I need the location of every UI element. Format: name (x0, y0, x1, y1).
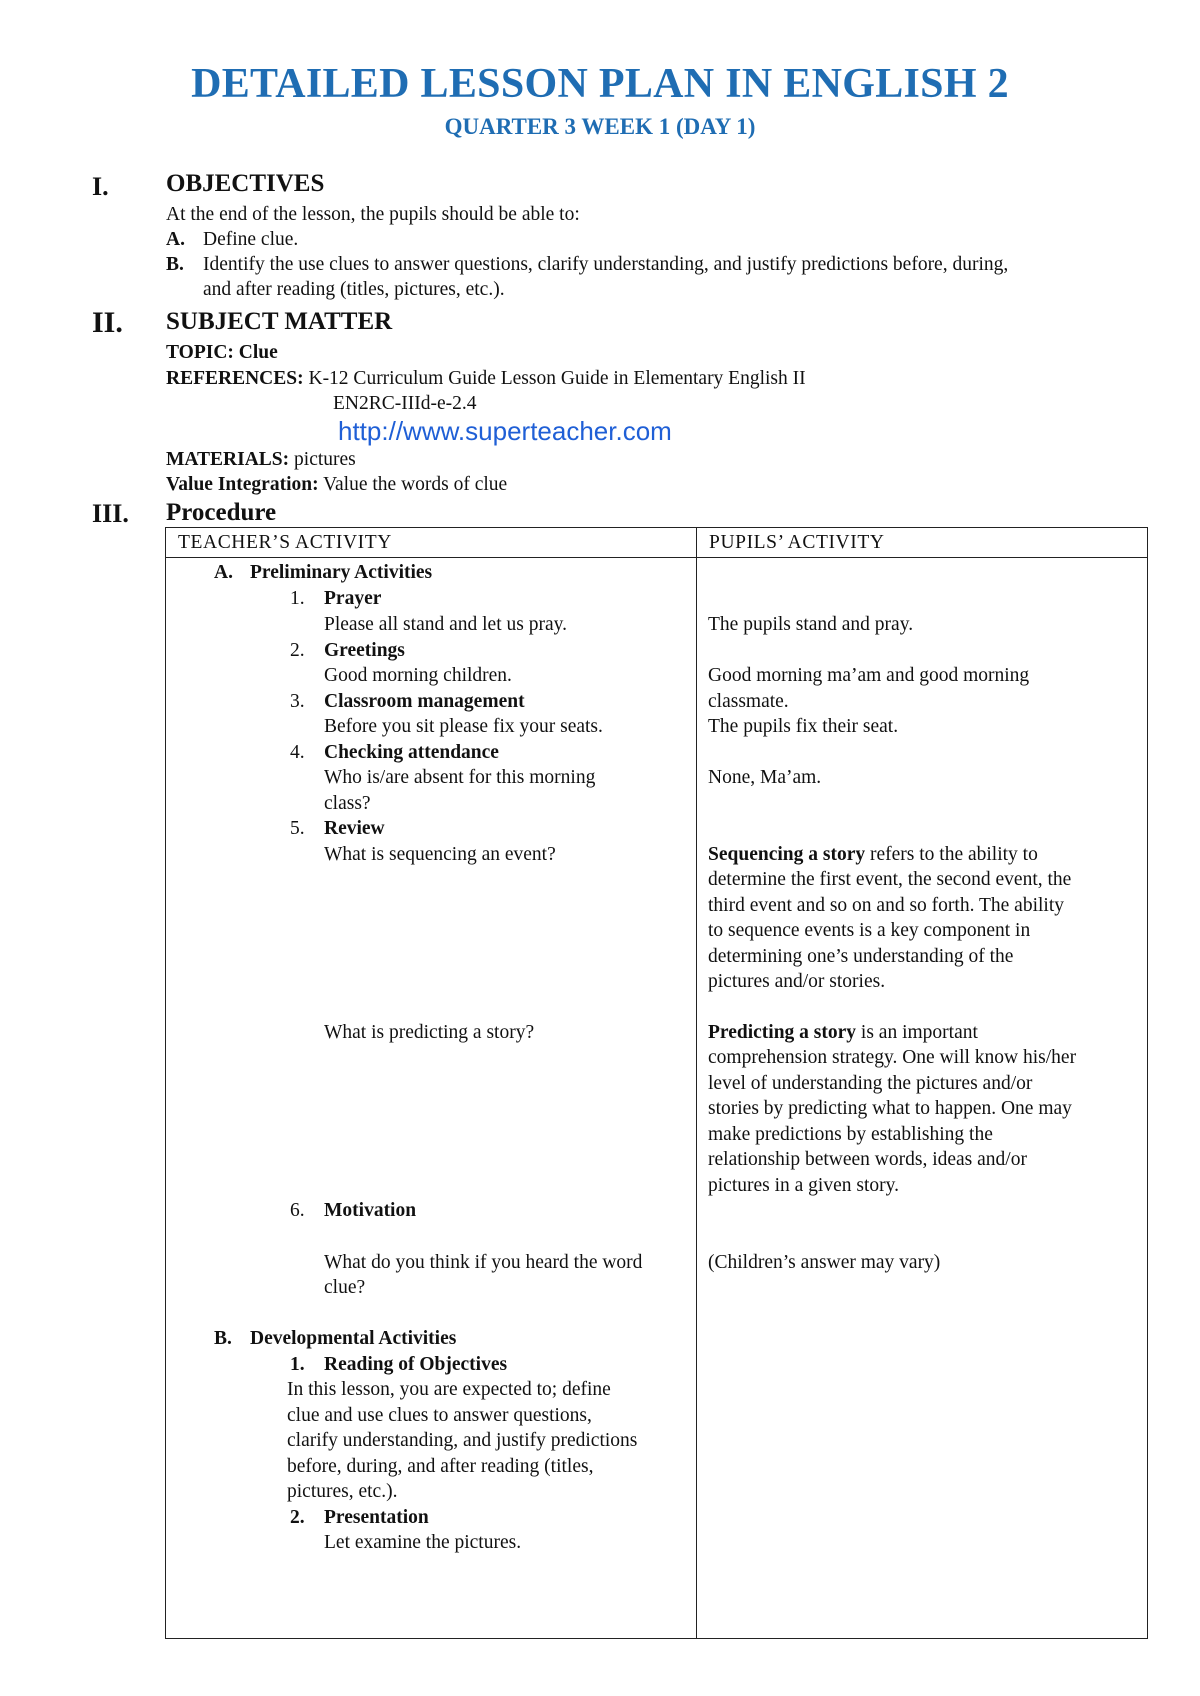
topic-value: Clue (238, 342, 278, 363)
sequencing-text-line: third event and so on and so forth. The ability (708, 895, 1064, 916)
materials-value: pictures (294, 449, 356, 470)
materials-label: MATERIALS: (166, 449, 290, 470)
references-code: EN2RC-IIId-e-2.4 (333, 393, 477, 414)
predicting-text-line: make predictions by establishing the (708, 1124, 993, 1145)
value-integration-label: Value Integration: (166, 474, 319, 495)
pupils-response-greeting: Good morning ma’am and good morning (708, 665, 1030, 686)
predicting-term: Predicting a story (708, 1022, 857, 1043)
dev-title-reading-objectives: Reading of Objectives (324, 1354, 508, 1375)
predicting-text-line: level of understanding the pictures and/or (708, 1073, 1033, 1094)
pupils-activity-header: PUPILS’ ACTIVITY (697, 528, 1148, 558)
sequencing-text-line: pictures and/or stories. (708, 971, 886, 992)
references-label: REFERENCES: (166, 368, 304, 389)
step-text-greetings: Good morning children. (324, 665, 512, 686)
step-text-prayer: Please all stand and let us pray. (324, 614, 567, 635)
step-number: 3. (290, 691, 305, 712)
materials-line (166, 447, 356, 472)
document-title: DETAILED LESSON PLAN IN ENGLISH 2 (191, 61, 1009, 107)
objective-letter-a: A. (166, 229, 185, 250)
dev-text-line: clue and use clues to answer questions, (287, 1405, 592, 1426)
table-body-row (166, 558, 1148, 1639)
dev-title-presentation: Presentation (324, 1507, 429, 1528)
step-number: 1. (290, 588, 305, 609)
sequencing-text-line: to sequence events is a key component in (708, 920, 1031, 941)
section-b-title: Developmental Activities (250, 1328, 457, 1349)
sequencing-text-line: determining one’s understanding of the (708, 946, 1014, 967)
predicting-text-line: relationship between words, ideas and/or (708, 1149, 1027, 1170)
step-text-motivation-cont: clue? (324, 1277, 366, 1298)
step-text-attendance-cont: class? (324, 793, 371, 814)
dev-step-number: 2. (290, 1507, 305, 1528)
section-numeral-objectives: I. (92, 172, 109, 201)
sequencing-term: Sequencing a story (708, 844, 866, 865)
section-heading-objectives: OBJECTIVES (166, 170, 325, 197)
step-title-greetings: Greetings (324, 640, 405, 661)
section-b-letter: B. (214, 1328, 232, 1349)
value-integration-value: Value the words of clue (323, 474, 508, 495)
step-number: 2. (290, 640, 305, 661)
step-title-motivation: Motivation (324, 1200, 417, 1221)
objectives-intro: At the end of the lesson, the pupils should be able to: (166, 204, 580, 225)
pupils-response-greeting-cont: classmate. (708, 691, 789, 712)
pupils-response-seat: The pupils fix their seat. (708, 716, 899, 737)
step-title-prayer: Prayer (324, 588, 382, 609)
section-heading-procedure: Procedure (166, 499, 277, 526)
pupils-answer-predicting (708, 1020, 978, 1045)
step-title-classroom: Classroom management (324, 691, 525, 712)
step-text-attendance: Who is/are absent for this morning (324, 767, 596, 788)
references-line (166, 366, 806, 391)
dev-text-line: clarify understanding, and justify predictions (287, 1430, 638, 1451)
step-number: 4. (290, 742, 305, 763)
section-numeral-procedure: III. (92, 499, 129, 528)
pupils-answer-sequencing (708, 842, 1038, 867)
step-text-classroom: Before you sit please fix your seats. (324, 716, 603, 737)
step-text-motivation: What do you think if you heard the word (324, 1252, 643, 1273)
dev-step-number: 1. (290, 1354, 305, 1375)
predicting-text-line: stories by predicting what to happen. One may (708, 1098, 1072, 1119)
objective-letter-b: B. (166, 254, 184, 275)
predicting-text-line: comprehension strategy. One will know his/her (708, 1047, 1077, 1068)
topic-label: TOPIC: (166, 342, 234, 363)
teacher-activity-cell (166, 558, 697, 1639)
teacher-activity-header: TEACHER’S ACTIVITY (166, 528, 697, 558)
dev-text-line: before, during, and after reading (titles, (287, 1456, 594, 1477)
predicting-text-line: pictures in a given story. (708, 1175, 899, 1196)
step-number: 5. (290, 818, 305, 839)
document-subtitle: QUARTER 3 WEEK 1 (DAY 1) (444, 114, 756, 139)
objective-b-text-cont: and after reading (titles, pictures, etc.). (203, 279, 505, 300)
section-a-letter: A. (214, 562, 233, 583)
section-a-title: Preliminary Activities (250, 562, 433, 583)
pupils-activity-cell (697, 558, 1148, 1639)
procedure-table (165, 527, 1148, 1639)
pupils-response-absent: None, Ma’am. (708, 767, 822, 788)
step-title-attendance: Checking attendance (324, 742, 499, 763)
review-question-predicting: What is predicting a story? (324, 1022, 535, 1043)
sequencing-text: refers to the ability to (865, 844, 1038, 865)
value-integration-line (166, 472, 507, 497)
step-number: 6. (290, 1200, 305, 1221)
objective-b-text: Identify the use clues to answer questions, clarify understanding, and justify predictions before, during, (203, 254, 1009, 275)
topic-line (166, 340, 278, 365)
table-header-row (166, 528, 1148, 558)
review-question-sequencing: What is sequencing an event? (324, 844, 556, 865)
pupils-response-prayer: The pupils stand and pray. (708, 614, 914, 635)
section-numeral-subject: II. (92, 306, 123, 339)
section-heading-subject: SUBJECT MATTER (166, 308, 393, 335)
dev-text-line: pictures, etc.). (287, 1481, 398, 1502)
dev-text-line: In this lesson, you are expected to; define (287, 1379, 611, 1400)
sequencing-text-line: determine the first event, the second event, the (708, 869, 1072, 890)
reference-link[interactable]: http://www.superteacher.com (338, 416, 672, 446)
objective-a-text: Define clue. (203, 229, 299, 250)
predicting-text: is an important (856, 1022, 978, 1043)
pupils-response-motivation: (Children’s answer may vary) (708, 1252, 941, 1273)
dev-text-presentation: Let examine the pictures. (324, 1532, 522, 1553)
references-value: K-12 Curriculum Guide Lesson Guide in Elementary English II (308, 368, 806, 389)
step-title-review: Review (324, 818, 385, 839)
